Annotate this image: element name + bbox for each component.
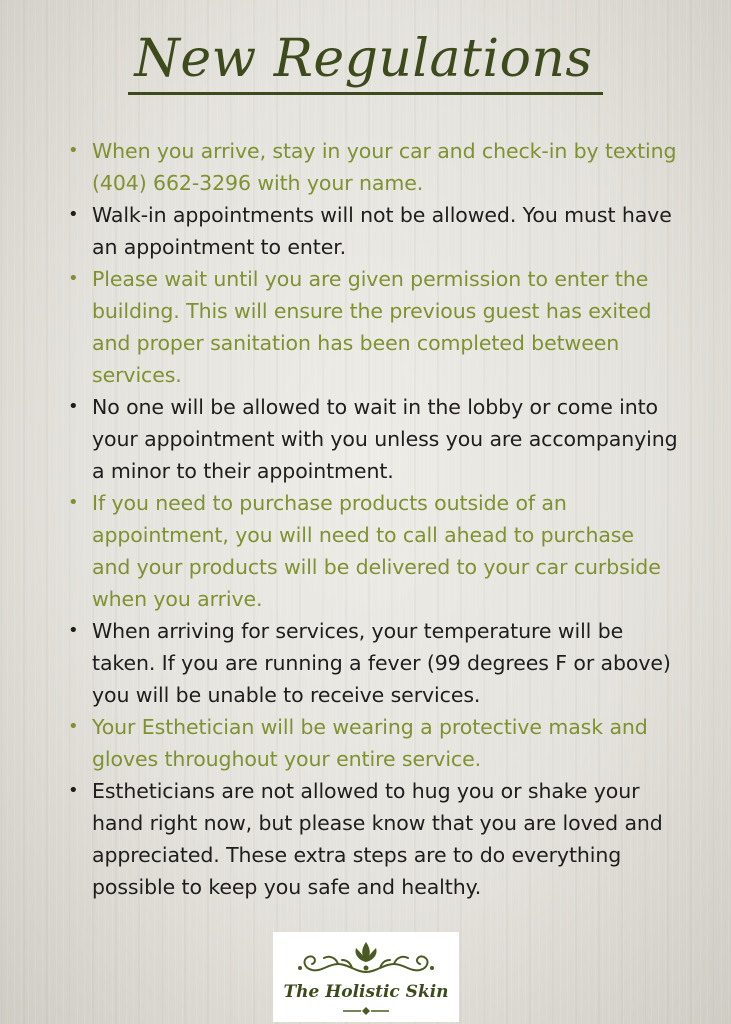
regulation-item: [68, 775, 678, 903]
bullet-icon: •: [68, 204, 79, 225]
regulation-text: When arriving for services, your temperature will be taken. If you are running a fever (99 degrees F or above) you will be unable to receive services.: [92, 619, 671, 707]
bullet-icon: •: [68, 620, 79, 641]
regulation-text: Please wait until you are given permission to enter the building. This will ensure the previous guest has exited and proper sanitation has been completed between services.: [92, 267, 652, 387]
brand-logo: [273, 932, 459, 1022]
bullet-icon: •: [68, 140, 79, 161]
regulation-text: When you arrive, stay in your car and check-in by texting (404) 662-3296 with your name.: [92, 139, 677, 195]
regulations-list: [68, 135, 678, 903]
bullet-icon: •: [68, 396, 79, 417]
regulation-item: [68, 391, 678, 487]
regulation-item: [68, 711, 678, 775]
brand-name: The Holistic Skin: [283, 982, 449, 1002]
bullet-icon: •: [68, 268, 79, 289]
regulation-item: [68, 487, 678, 615]
regulation-text: Your Esthetician will be wearing a protective mask and gloves throughout your entire service.: [92, 715, 648, 771]
floral-scroll-icon: [286, 938, 446, 980]
divider-ornament-icon: [341, 1007, 391, 1015]
regulation-item: [68, 135, 678, 199]
regulation-text: Walk-in appointments will not be allowed. You must have an appointment to enter.: [92, 203, 672, 259]
regulation-item: [68, 263, 678, 391]
bullet-icon: •: [68, 492, 79, 513]
regulation-item: [68, 199, 678, 263]
bullet-icon: •: [68, 716, 79, 737]
regulation-text: Estheticians are not allowed to hug you or shake your hand right now, but please know that you are loved and appreciated. These extra steps are to do everything possible to keep you safe and healthy.: [92, 779, 663, 899]
bullet-icon: •: [68, 780, 79, 801]
regulation-text: No one will be allowed to wait in the lobby or come into your appointment with you unless you are accompanying a minor to their appointment.: [92, 395, 678, 483]
page-title: New Regulations: [128, 26, 602, 95]
regulation-text: If you need to purchase products outside of an appointment, you will need to call ahead to purchase and your products will be delivered to your car curbside when you arrive.: [92, 491, 661, 611]
title-wrap: [0, 26, 731, 95]
regulation-item: [68, 615, 678, 711]
